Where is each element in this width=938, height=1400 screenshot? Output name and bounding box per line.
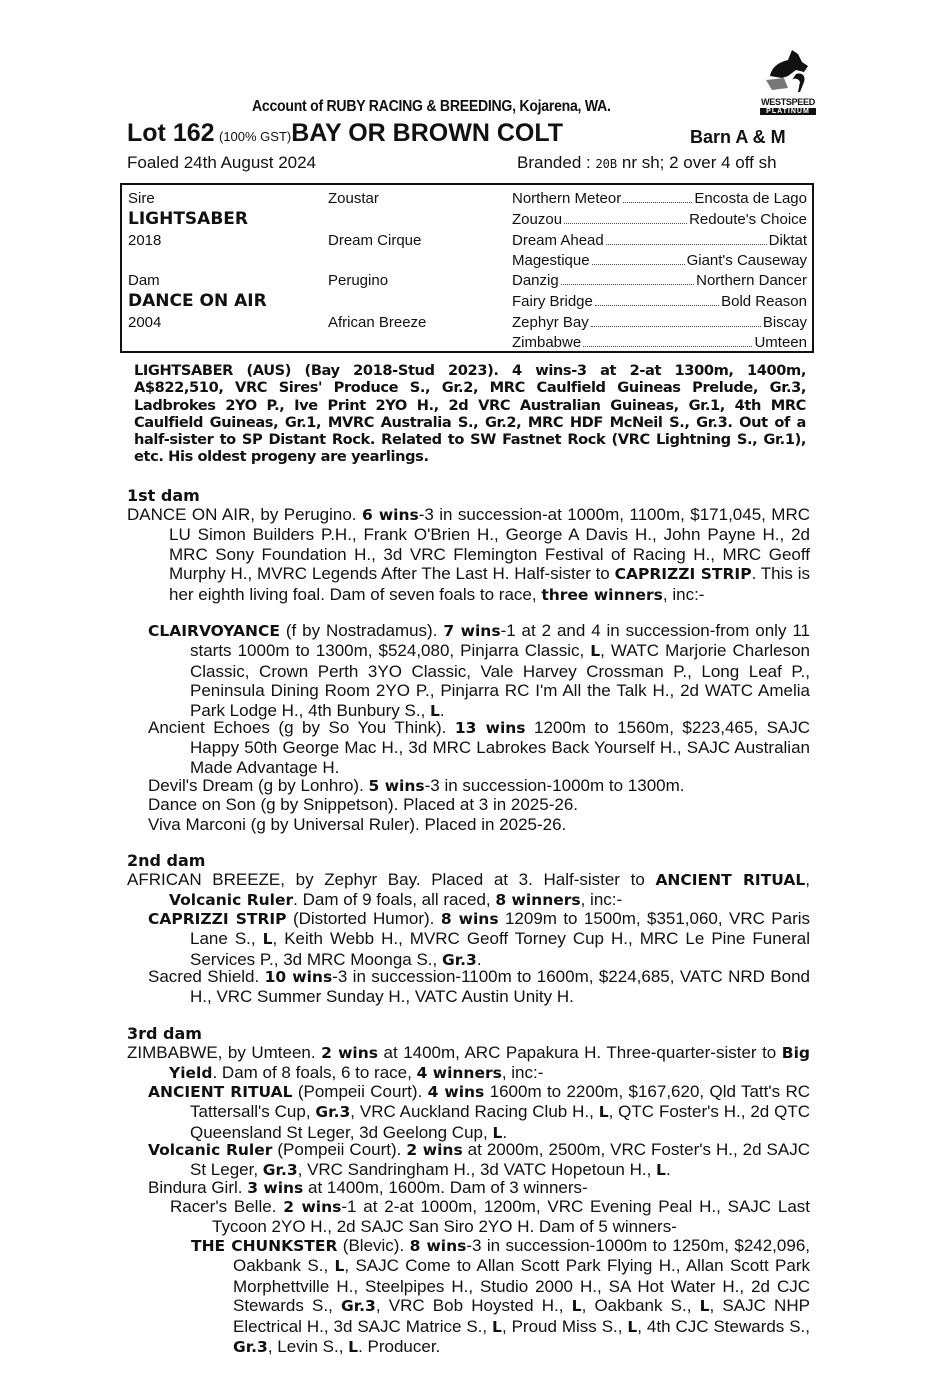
bold-highlight: 6 wins xyxy=(361,506,419,524)
gg-dam-by: Redoute's Choice xyxy=(689,211,807,228)
record-text: , QTC Foster's H., 2d QTC Queensland St Leger, 3d Geelong Cup, xyxy=(190,1102,810,1142)
great-grandparent-row xyxy=(512,252,807,269)
bold-highlight: Gr.3 xyxy=(315,1103,351,1122)
record-text: at 1400m, ARC Papakura H. Three-quarter-sister to xyxy=(378,1043,782,1062)
progeny-record xyxy=(191,1236,811,1357)
gg-sire-of: Encosta de Lago xyxy=(694,190,807,207)
record-text: at 1400m, 1600m. Dam of 3 winners- xyxy=(303,1178,588,1197)
bold-highlight: L xyxy=(590,642,601,661)
record-text: , Keith Webb H., MVRC Geoff Torney Cup H., MRC Le Pine Funeral Services P., 3d MRC Moonga S., xyxy=(190,929,810,969)
bold-highlight: 10 wins xyxy=(264,968,333,986)
record-text: (Distorted Humor). xyxy=(286,909,441,928)
gg-dam: Zimbabwe xyxy=(512,334,582,351)
bold-highlight: L xyxy=(598,1103,609,1122)
gg-dam: Zouzou xyxy=(512,211,563,228)
record-text: Viva Marconi (g by Universal Ruler). Placed in 2025-26. xyxy=(148,815,567,834)
progeny-record xyxy=(148,967,810,1007)
record-text: , SAJC Come to Allan Scott Park Flying H., Allan Scott Park Morphettville H., Steelpipes H., Studio 2000 H., SA Hot Water H., 2d CJC Stewards S., xyxy=(233,1256,811,1316)
record-text: -1 at 2-at 1000m, 1200m, VRC Evening Peal H., SAJC Last Tycoon 2YO H., 2d SAJC San Siro 2YO H. Dam of 5 winners- xyxy=(212,1197,810,1237)
great-grandparent-row xyxy=(512,232,807,249)
bold-highlight: ANCIENT RITUAL xyxy=(148,1083,293,1101)
record-text: Racer's Belle. xyxy=(170,1197,284,1216)
sire-label: Sire xyxy=(128,190,155,207)
progeny-record xyxy=(148,1140,810,1181)
gg-sire-of: Diktat xyxy=(768,232,807,249)
record-text: Bindura Girl. xyxy=(148,1178,248,1197)
record-text: (Pompeii Court). xyxy=(272,1140,407,1159)
great-grandparent-row xyxy=(512,334,807,351)
record-text: . Dam of 8 foals, 6 to race, xyxy=(212,1063,417,1083)
record-text: , 4th CJC Stewards S., xyxy=(637,1316,811,1336)
sire-year: 2018 xyxy=(128,232,162,249)
granddam-maternal: African Breeze xyxy=(328,314,427,331)
record-text: . xyxy=(439,700,445,720)
dam-record xyxy=(127,870,810,911)
bold-highlight: 4 wins xyxy=(427,1083,485,1101)
sire-name: LIGHTSABER xyxy=(128,209,248,229)
bold-highlight: Gr.3 xyxy=(262,1161,298,1180)
bold-highlight: L xyxy=(334,1257,345,1276)
gg-dam-by: Umteen xyxy=(754,334,807,351)
gg-sire: Dream Ahead xyxy=(512,232,604,249)
record-text: . Dam of 9 foals, all raced, xyxy=(293,890,496,910)
great-grandparent-row xyxy=(512,211,807,228)
dam-name: DANCE ON AIR xyxy=(128,291,267,311)
record-text: , SAJC NHP Electrical H., 3d SAJC Matrice S., xyxy=(233,1296,810,1336)
record-text: , VRC Bob Hoysted H., xyxy=(375,1296,572,1316)
brand-description xyxy=(517,153,777,173)
gg-sire: Northern Meteor xyxy=(512,190,622,207)
bold-highlight: ANCIENT RITUAL xyxy=(655,871,806,889)
record-text: -1 at 2 and 4 in succession-from only 11 starts 1000m to 1300m, $524,080, Pinjarra Classic, xyxy=(190,621,810,661)
bold-highlight: 2 wins xyxy=(406,1141,463,1159)
record-text: , inc:- xyxy=(662,584,705,604)
grandsire-maternal: Perugino xyxy=(328,272,389,289)
record-text: . Producer. xyxy=(358,1337,441,1357)
dam-record xyxy=(127,505,811,605)
great-grandparent-row xyxy=(512,190,807,207)
record-text: , Oakbank S., xyxy=(581,1296,700,1316)
bold-highlight: CAPRIZZI STRIP xyxy=(148,910,287,928)
bold-highlight: Gr.3 xyxy=(233,1338,268,1357)
record-text: . xyxy=(665,1160,671,1180)
bold-highlight: three winners xyxy=(541,585,663,604)
bold-highlight: Big Yield xyxy=(169,1044,811,1083)
logo-brand: WESTSPEED xyxy=(761,97,815,107)
dam-label: Dam xyxy=(128,272,160,289)
progeny-record xyxy=(148,815,810,834)
record-text: ZIMBABWE, by Umteen. xyxy=(127,1043,322,1062)
bold-highlight: Volcanic Ruler xyxy=(148,1141,273,1159)
record-text: . This is her eighth living foal. Dam of seven foals to race, xyxy=(169,564,810,604)
bold-highlight: L xyxy=(492,1317,502,1336)
record-text: Dance on Son (g by Snippetson). Placed at 3 in 2025-26. xyxy=(148,795,579,814)
record-text: . xyxy=(502,1122,508,1142)
bold-highlight: Gr.3 xyxy=(441,950,477,969)
record-text: (Pompeii Court). xyxy=(292,1082,428,1101)
great-grandparent-row xyxy=(512,272,807,289)
record-text: , inc:- xyxy=(501,1063,544,1083)
bold-highlight: 8 winners xyxy=(495,891,581,910)
bold-highlight: 4 winners xyxy=(416,1064,502,1083)
gst-note: (100% GST) xyxy=(218,129,292,144)
record-text: DANCE ON AIR, by Perugino. xyxy=(127,505,362,524)
progeny-record xyxy=(148,776,810,796)
brand-mark: 20B xyxy=(595,157,618,171)
pedigree-table xyxy=(120,183,814,353)
bold-highlight: L xyxy=(627,1317,638,1336)
bold-highlight: L xyxy=(262,930,273,949)
gg-dam-by: Bold Reason xyxy=(721,293,807,310)
record-text: Ancient Echoes (g by So You Think). xyxy=(148,718,455,737)
bold-highlight: L xyxy=(430,701,440,720)
record-text: 1209m to 1500m, $351,060, VRC Paris Lane S., xyxy=(190,909,811,949)
record-text: , inc:- xyxy=(580,890,623,910)
record-text: 1600m to 2200m, $167,620, Qld Tatt's RC Tattersall's Cup, xyxy=(190,1082,810,1122)
record-text: AFRICAN BREEZE, by Zephyr Bay. Placed at 3. Half-sister to xyxy=(127,870,656,889)
bold-highlight: Volcanic Ruler xyxy=(169,891,294,910)
record-text: -3 in succession-1000m to 1250m, $242,096, Oakbank S., xyxy=(233,1236,810,1276)
barn-location: Barn A & M xyxy=(690,127,786,147)
bold-highlight: 8 wins xyxy=(409,1237,467,1255)
record-text: -3 in succession-1000m to 1300m. xyxy=(424,776,685,795)
record-text: Devil's Dream (g by Lonhro). xyxy=(148,776,369,795)
branded-detail: nr sh; 2 over 4 off sh xyxy=(617,153,777,172)
record-text: , VRC Sandringham H., 3d VATC Hopetoun H., xyxy=(297,1160,657,1180)
lot-number: Lot 162 xyxy=(127,119,215,147)
record-text: (f by Nostradamus). xyxy=(279,621,444,640)
bold-highlight: THE CHUNKSTER xyxy=(191,1237,338,1255)
gg-dam: Fairy Bridge xyxy=(512,293,593,310)
great-grandparent-row xyxy=(512,293,807,310)
gg-sire-of: Northern Dancer xyxy=(696,272,807,289)
bold-highlight: 13 wins xyxy=(454,719,526,737)
bold-highlight: L xyxy=(656,1161,666,1180)
horse-description: BAY OR BROWN COLT xyxy=(291,119,563,147)
progeny-record xyxy=(148,1178,810,1198)
horse-racing-logo-icon xyxy=(758,48,818,92)
granddam-paternal: Dream Cirque xyxy=(328,232,422,249)
progeny-record xyxy=(148,795,810,814)
bold-highlight: CLAIRVOYANCE xyxy=(148,622,280,640)
record-text: -3 in succession-1100m to 1600m, $224,685, VATC NRD Bond H., VRC Summer Sunday H., VATC Austin Unity H. xyxy=(190,967,810,1007)
record-text: at 2000m, 2500m, VRC Foster's H., 2d SAJC St Leger, xyxy=(190,1140,810,1180)
bold-highlight: L xyxy=(571,1297,582,1316)
bold-highlight: 2 wins xyxy=(321,1044,378,1062)
record-text: (Blevic). xyxy=(337,1236,410,1255)
bold-highlight: L xyxy=(699,1297,710,1316)
dam-heading: 3rd dam xyxy=(127,1024,202,1043)
gg-dam: Magestique xyxy=(512,252,590,269)
dam-heading: 2nd dam xyxy=(127,851,206,870)
grandsire-paternal: Zoustar xyxy=(328,190,379,207)
record-text: 1200m to 1560m, $223,465, SAJC Happy 50th George Mac H., 3d MRC Labrokes Back Yourself H., SAJC Australian Made Advantage H. xyxy=(190,718,811,777)
gg-sire: Zephyr Bay xyxy=(512,314,589,331)
lot-title-line xyxy=(127,119,563,148)
record-text: , WATC Marjorie Charleson Classic, Crown Perth 3YO Classic, Vale Harvey Crossman P., Long Leaf P., Peninsula Dining Room 2YO P., Pinjarra RC I'm All the Talk H., 2d WATC Amelia Park Lodge H., 4th Bunbury S., xyxy=(190,641,810,720)
gg-sire: Danzig xyxy=(512,272,559,289)
bold-highlight: CAPRIZZI STRIP xyxy=(614,565,752,584)
vendor-account: Account of RUBY RACING & BREEDING, Kojarena, WA. xyxy=(252,98,611,115)
progeny-record xyxy=(170,1197,810,1237)
great-grandparent-row xyxy=(512,314,807,331)
dam-year: 2004 xyxy=(128,314,162,331)
record-text: , Levin S., xyxy=(267,1337,349,1357)
sire-summary: LIGHTSABER (AUS) (Bay 2018-Stud 2023). 4 wins-3 at 2-at 1300m, 1400m, A$822,510, VRC Sires' Produce S., Gr.2, MRC Caulfield Guineas Prelude, Gr.3, Ladbrokes 2YO P., Ive Print 2YO H., 2d VRC Australian Guineas, Gr.1, 4th MRC Caulfield Guineas, Gr.1, MVRC Australia S., Gr.2, MRC HDF McNeil S., Gr.3. Out of a half-sister to SP Distant Rock. Related to SW Fastnet Rock (VRC Lightning S., Gr.1), etc. His oldest progeny are yearlings. xyxy=(134,362,806,466)
record-text: , xyxy=(805,870,810,889)
progeny-record xyxy=(148,909,811,970)
dam-record xyxy=(127,1043,811,1084)
gg-dam-by: Giant's Causeway xyxy=(686,252,807,269)
record-text: . xyxy=(476,949,482,969)
record-text: , VRC Auckland Racing Club H., xyxy=(350,1102,599,1122)
bold-highlight: 2 wins xyxy=(283,1198,342,1216)
gg-sire-of: Biscay xyxy=(762,314,807,331)
bold-highlight: Gr.3 xyxy=(341,1297,376,1316)
foaled-date: Foaled 24th August 2024 xyxy=(127,153,317,172)
progeny-record xyxy=(148,621,810,721)
bold-highlight: 5 wins xyxy=(368,777,425,795)
progeny-record xyxy=(148,1082,810,1143)
progeny-record xyxy=(148,718,811,777)
record-text: Sacred Shield. xyxy=(148,967,265,986)
westspeed-platinum-logo xyxy=(758,48,818,114)
dam-heading: 1st dam xyxy=(127,486,200,505)
logo-tier: PLATINUM xyxy=(760,108,816,115)
bold-highlight: L xyxy=(492,1123,503,1142)
bold-highlight: L xyxy=(348,1338,359,1357)
bold-highlight: 7 wins xyxy=(443,622,501,640)
bold-highlight: 3 wins xyxy=(247,1179,304,1197)
branded-label: Branded : xyxy=(517,153,596,172)
record-text: , Proud Miss S., xyxy=(501,1316,628,1336)
record-text: -3 in succession-at 1000m, 1100m, $171,045, MRC LU Simon Builders P.H., Frank O'Brien H., George A Davis H., John Payne H., 2d MRC Sony Foundation H., 3d VRC Flemington Festival of Racing H., MRC Geoff Murphy H., MVRC Legends After The Last H. Half-sister to xyxy=(169,505,811,584)
bold-highlight: 8 wins xyxy=(440,910,499,928)
